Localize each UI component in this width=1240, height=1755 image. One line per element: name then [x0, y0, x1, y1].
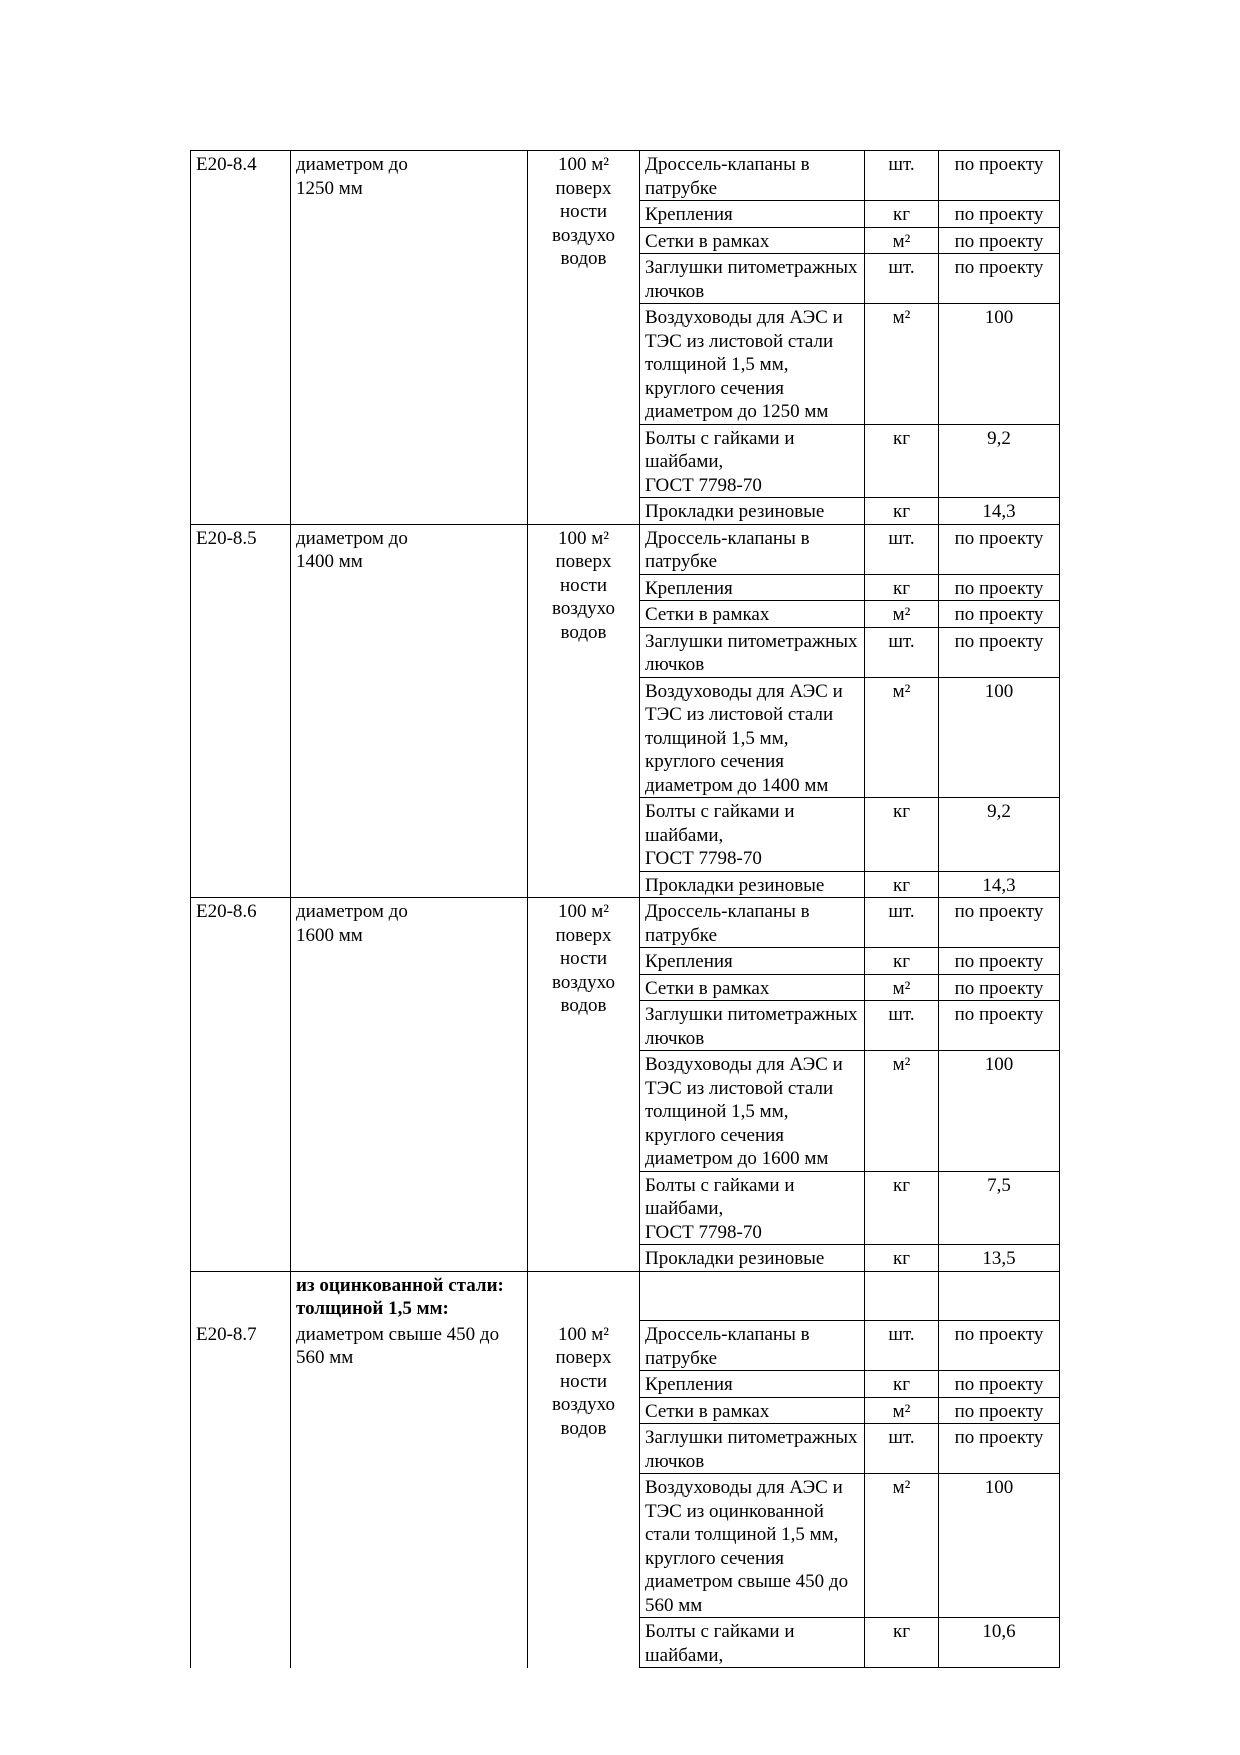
resource-unit: кг [865, 871, 939, 898]
resource-quantity: по проекту [939, 1424, 1060, 1474]
resource-quantity: 9,2 [939, 798, 1060, 872]
resource-quantity: 100 [939, 304, 1060, 425]
resource-name: Сетки в рамках [640, 974, 865, 1001]
resource-unit: кг [865, 201, 939, 228]
resource-name: Прокладки резиновые [640, 498, 865, 525]
resource-name: Крепления [640, 1371, 865, 1398]
resource-name: Дроссель-клапаны в патрубке [640, 1321, 865, 1371]
resource-row [191, 151, 1060, 201]
resource-unit: м² [865, 1397, 939, 1424]
resource-quantity: по проекту [939, 201, 1060, 228]
resource-quantity: 14,3 [939, 498, 1060, 525]
measure-unit: 100 м² поверх ности воздухо водов [528, 898, 640, 1272]
resource-unit: кг [865, 948, 939, 975]
empty-cell [191, 1271, 291, 1321]
norm-code: Е20-8.6 [191, 898, 291, 1272]
resource-name: Дроссель-клапаны в патрубке [640, 151, 865, 201]
resource-row [191, 1321, 1060, 1371]
resource-name: Заглушки питометражных лючков [640, 254, 865, 304]
resource-quantity: по проекту [939, 524, 1060, 574]
resource-quantity: по проекту [939, 898, 1060, 948]
norm-description: диаметром до 1400 мм [291, 524, 528, 898]
norm-code: Е20-8.7 [191, 1321, 291, 1668]
resource-unit: кг [865, 798, 939, 872]
resource-unit: м² [865, 304, 939, 425]
resource-quantity: по проекту [939, 1001, 1060, 1051]
resource-name: Воздуховоды для АЭС и ТЭС из листовой стали толщиной 1,5 мм, круглого сечения диаметром до 1600 мм [640, 1051, 865, 1172]
norm-description: диаметром до 1250 мм [291, 151, 528, 525]
resource-quantity: по проекту [939, 254, 1060, 304]
resource-unit: кг [865, 574, 939, 601]
resource-unit: м² [865, 1474, 939, 1618]
resource-unit: кг [865, 1618, 939, 1668]
resource-name: Воздуховоды для АЭС и ТЭС из листовой стали толщиной 1,5 мм, круглого сечения диаметром до 1250 мм [640, 304, 865, 425]
resource-unit: кг [865, 1171, 939, 1245]
resource-unit: кг [865, 424, 939, 498]
norm-code: Е20-8.4 [191, 151, 291, 525]
resource-quantity: по проекту [939, 151, 1060, 201]
resource-name: Сетки в рамках [640, 1397, 865, 1424]
resource-unit: м² [865, 601, 939, 628]
resource-row [191, 524, 1060, 574]
resource-quantity: 7,5 [939, 1171, 1060, 1245]
resource-unit: м² [865, 677, 939, 798]
empty-cell [528, 1271, 640, 1321]
resource-quantity: по проекту [939, 227, 1060, 254]
resource-name: Крепления [640, 574, 865, 601]
resource-name: Прокладки резиновые [640, 871, 865, 898]
resource-row [191, 898, 1060, 948]
resource-name: Болты с гайками и шайбами, [640, 1618, 865, 1668]
empty-cell [939, 1271, 1060, 1321]
resource-name: Прокладки резиновые [640, 1245, 865, 1272]
resource-name: Заглушки питометражных лючков [640, 1001, 865, 1051]
resource-name: Крепления [640, 948, 865, 975]
resource-quantity: 100 [939, 677, 1060, 798]
resource-quantity: 10,6 [939, 1618, 1060, 1668]
resource-unit: шт. [865, 898, 939, 948]
resource-name: Болты с гайками и шайбами, ГОСТ 7798-70 [640, 798, 865, 872]
resource-name: Крепления [640, 201, 865, 228]
resource-quantity: по проекту [939, 948, 1060, 975]
resource-unit: кг [865, 1371, 939, 1398]
section-heading: из оцинкованной стали: толщиной 1,5 мм: [291, 1271, 528, 1321]
resource-quantity: 9,2 [939, 424, 1060, 498]
norm-description: диаметром до 1600 мм [291, 898, 528, 1272]
resource-quantity: 100 [939, 1051, 1060, 1172]
resource-name: Дроссель-клапаны в патрубке [640, 524, 865, 574]
resource-quantity: по проекту [939, 974, 1060, 1001]
resource-name: Сетки в рамках [640, 227, 865, 254]
resource-unit: шт. [865, 151, 939, 201]
empty-cell [640, 1271, 865, 1321]
resource-unit: м² [865, 974, 939, 1001]
resource-name: Дроссель-клапаны в патрубке [640, 898, 865, 948]
resource-quantity: 14,3 [939, 871, 1060, 898]
resource-name: Сетки в рамках [640, 601, 865, 628]
resource-unit: шт. [865, 254, 939, 304]
norms-table-body [191, 151, 1060, 1668]
section-heading-row [191, 1271, 1060, 1321]
resource-quantity: 13,5 [939, 1245, 1060, 1272]
empty-cell [865, 1271, 939, 1321]
resource-quantity: по проекту [939, 601, 1060, 628]
resource-quantity: по проекту [939, 1371, 1060, 1398]
resource-quantity: по проекту [939, 1397, 1060, 1424]
resource-unit: шт. [865, 1321, 939, 1371]
resource-unit: шт. [865, 627, 939, 677]
resource-name: Болты с гайками и шайбами, ГОСТ 7798-70 [640, 424, 865, 498]
measure-unit: 100 м² поверх ности воздухо водов [528, 151, 640, 525]
norms-table [190, 150, 1060, 1668]
norm-description: диаметром свыше 450 до 560 мм [291, 1321, 528, 1668]
measure-unit: 100 м² поверх ности воздухо водов [528, 524, 640, 898]
resource-unit: кг [865, 498, 939, 525]
measure-unit: 100 м² поверх ности воздухо водов [528, 1321, 640, 1668]
resource-quantity: по проекту [939, 574, 1060, 601]
resource-unit: шт. [865, 524, 939, 574]
resource-name: Болты с гайками и шайбами, ГОСТ 7798-70 [640, 1171, 865, 1245]
resource-quantity: по проекту [939, 1321, 1060, 1371]
resource-quantity: по проекту [939, 627, 1060, 677]
resource-name: Воздуховоды для АЭС и ТЭС из оцинкованной стали толщиной 1,5 мм, круглого сечения диаметром свыше 450 до 560 мм [640, 1474, 865, 1618]
resource-name: Заглушки питометражных лючков [640, 1424, 865, 1474]
resource-name: Заглушки питометражных лючков [640, 627, 865, 677]
resource-unit: м² [865, 227, 939, 254]
resource-quantity: 100 [939, 1474, 1060, 1618]
norm-code: Е20-8.5 [191, 524, 291, 898]
resource-unit: шт. [865, 1001, 939, 1051]
resource-name: Воздуховоды для АЭС и ТЭС из листовой стали толщиной 1,5 мм, круглого сечения диаметром до 1400 мм [640, 677, 865, 798]
resource-unit: кг [865, 1245, 939, 1272]
resource-unit: шт. [865, 1424, 939, 1474]
resource-unit: м² [865, 1051, 939, 1172]
